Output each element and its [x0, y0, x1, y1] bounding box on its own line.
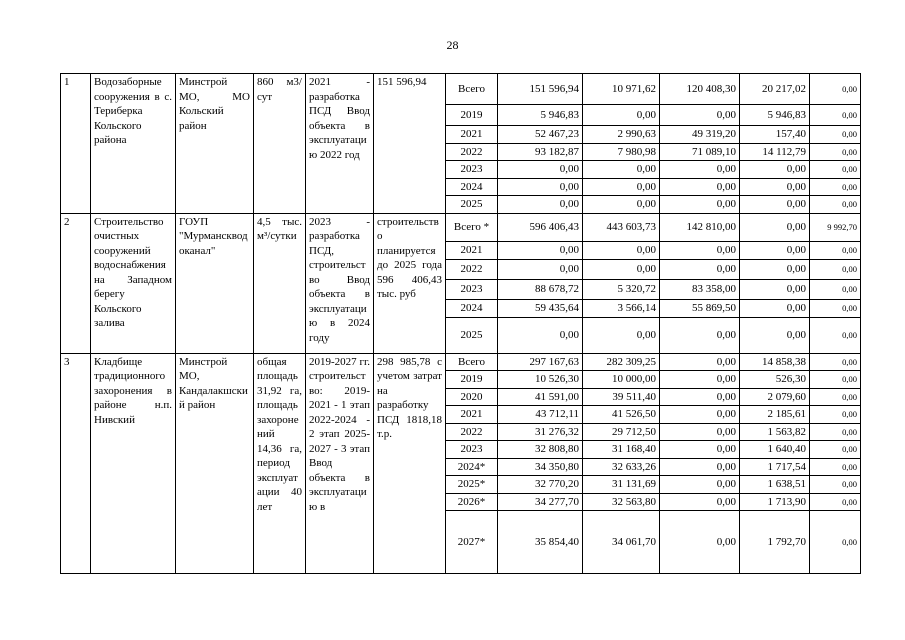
customer: ГОУП "Мурманскводоканал" [176, 213, 254, 353]
year-cell: 2022 [446, 143, 498, 161]
local-budget-cell: 5 946,83 [740, 105, 810, 126]
other-sources-cell: 0,00 [810, 317, 861, 353]
federal-budget-cell: 0,00 [583, 196, 660, 214]
regional-budget-cell: 0,00 [660, 178, 740, 196]
total-cell: 0,00 [498, 317, 583, 353]
other-sources-cell: 0,00 [810, 196, 861, 214]
federal-budget-cell: 5 320,72 [583, 279, 660, 299]
year-cell: 2026* [446, 493, 498, 511]
object-name: Кладбище традиционного захоронения в районе н.п. Нивский [91, 353, 176, 574]
other-sources-cell: 0,00 [810, 161, 861, 179]
other-sources-cell: 0,00 [810, 493, 861, 511]
table-row [61, 74, 861, 105]
row-number: 3 [61, 353, 91, 574]
local-budget-cell: 14 112,79 [740, 143, 810, 161]
federal-budget-cell: 282 309,25 [583, 353, 660, 371]
object-name: Водозаборные сооружения в с. Териберка Кольского района [91, 74, 176, 214]
federal-budget-cell: 2 990,63 [583, 126, 660, 144]
total-cell: 0,00 [498, 259, 583, 279]
federal-budget-cell: 3 566,14 [583, 299, 660, 317]
year-cell: 2024 [446, 178, 498, 196]
year-cell: 2024 [446, 299, 498, 317]
total-cell: 88 678,72 [498, 279, 583, 299]
row-number: 2 [61, 213, 91, 353]
local-budget-cell: 1 638,51 [740, 476, 810, 494]
regional-budget-cell: 0,00 [660, 458, 740, 476]
regional-budget-cell: 0,00 [660, 371, 740, 389]
regional-budget-cell: 49 319,20 [660, 126, 740, 144]
estimated-cost: 151 596,94 [374, 74, 446, 214]
regional-budget-cell: 0,00 [660, 388, 740, 406]
regional-budget-cell: 0,00 [660, 406, 740, 424]
year-cell: 2025* [446, 476, 498, 494]
row-number: 1 [61, 74, 91, 214]
other-sources-cell: 0,00 [810, 476, 861, 494]
capacity: 860 м3/сут [254, 74, 306, 214]
other-sources-cell: 0,00 [810, 423, 861, 441]
federal-budget-cell: 32 563,80 [583, 493, 660, 511]
regional-budget-cell: 0,00 [660, 241, 740, 259]
total-cell: 93 182,87 [498, 143, 583, 161]
other-sources-cell: 9 992,70 [810, 213, 861, 241]
regional-budget-cell: 0,00 [660, 423, 740, 441]
local-budget-cell: 0,00 [740, 161, 810, 179]
local-budget-cell: 0,00 [740, 259, 810, 279]
regional-budget-cell: 0,00 [660, 105, 740, 126]
total-cell: 35 854,40 [498, 511, 583, 574]
total-cell: 34 350,80 [498, 458, 583, 476]
total-cell: 43 712,11 [498, 406, 583, 424]
other-sources-cell: 0,00 [810, 126, 861, 144]
local-budget-cell: 526,30 [740, 371, 810, 389]
table-row [61, 353, 861, 371]
other-sources-cell: 0,00 [810, 74, 861, 105]
local-budget-cell: 1 640,40 [740, 441, 810, 459]
local-budget-cell: 2 079,60 [740, 388, 810, 406]
other-sources-cell: 0,00 [810, 279, 861, 299]
federal-budget-cell: 31 168,40 [583, 441, 660, 459]
federal-budget-cell: 31 131,69 [583, 476, 660, 494]
estimated-cost: строительство планируется до 2025 года 596 406,43 тыс. руб [374, 213, 446, 353]
year-cell: 2021 [446, 126, 498, 144]
year-cell: Всего * [446, 213, 498, 241]
regional-budget-cell: 0,00 [660, 196, 740, 214]
total-cell: 0,00 [498, 196, 583, 214]
year-cell: 2021 [446, 406, 498, 424]
total-cell: 41 591,00 [498, 388, 583, 406]
total-cell: 0,00 [498, 178, 583, 196]
federal-budget-cell: 10 971,62 [583, 74, 660, 105]
implementation-term: 2019-2027 гг. строительство: 2019-2021 - 1 этап 2022-2024 - 2 этап 2025-2027 - 3 этап Ввод объекта в эксплуатацию в [306, 353, 374, 574]
local-budget-cell: 0,00 [740, 241, 810, 259]
federal-budget-cell: 32 633,26 [583, 458, 660, 476]
total-cell: 59 435,64 [498, 299, 583, 317]
total-cell: 32 770,20 [498, 476, 583, 494]
object-name: Строительство очистных сооружений водоснабжения на Западном берегу Кольского залива [91, 213, 176, 353]
year-cell: 2025 [446, 317, 498, 353]
federal-budget-cell: 443 603,73 [583, 213, 660, 241]
regional-budget-cell: 71 089,10 [660, 143, 740, 161]
total-cell: 0,00 [498, 161, 583, 179]
year-cell: 2023 [446, 279, 498, 299]
local-budget-cell: 20 217,02 [740, 74, 810, 105]
investment-table [60, 73, 861, 574]
year-cell: 2022 [446, 259, 498, 279]
total-cell: 151 596,94 [498, 74, 583, 105]
regional-budget-cell: 0,00 [660, 493, 740, 511]
federal-budget-cell: 10 000,00 [583, 371, 660, 389]
regional-budget-cell: 0,00 [660, 161, 740, 179]
local-budget-cell: 1 563,82 [740, 423, 810, 441]
total-cell: 52 467,23 [498, 126, 583, 144]
federal-budget-cell: 0,00 [583, 161, 660, 179]
other-sources-cell: 0,00 [810, 353, 861, 371]
other-sources-cell: 0,00 [810, 371, 861, 389]
other-sources-cell: 0,00 [810, 105, 861, 126]
federal-budget-cell: 0,00 [583, 259, 660, 279]
estimated-cost: 298 985,78 с учетом затрат на разработку ПСД 1818,18 т.р. [374, 353, 446, 574]
customer: Минстрой МО, МО Кольский район [176, 74, 254, 214]
regional-budget-cell: 55 869,50 [660, 299, 740, 317]
total-cell: 0,00 [498, 241, 583, 259]
year-cell: Всего [446, 74, 498, 105]
regional-budget-cell: 83 358,00 [660, 279, 740, 299]
federal-budget-cell: 29 712,50 [583, 423, 660, 441]
local-budget-cell: 14 858,38 [740, 353, 810, 371]
total-cell: 5 946,83 [498, 105, 583, 126]
local-budget-cell: 0,00 [740, 196, 810, 214]
other-sources-cell: 0,00 [810, 299, 861, 317]
regional-budget-cell: 142 810,00 [660, 213, 740, 241]
other-sources-cell: 0,00 [810, 441, 861, 459]
year-cell: Всего [446, 353, 498, 371]
total-cell: 596 406,43 [498, 213, 583, 241]
regional-budget-cell: 0,00 [660, 317, 740, 353]
local-budget-cell: 1 792,70 [740, 511, 810, 574]
year-cell: 2019 [446, 371, 498, 389]
regional-budget-cell: 120 408,30 [660, 74, 740, 105]
customer: Минстрой МО, Кандалакшский район [176, 353, 254, 574]
federal-budget-cell: 34 061,70 [583, 511, 660, 574]
other-sources-cell: 0,00 [810, 511, 861, 574]
total-cell: 32 808,80 [498, 441, 583, 459]
implementation-term: 2023 - разработка ПСД, строительство Ввод объекта в эксплуатацию в 2024 году [306, 213, 374, 353]
total-cell: 10 526,30 [498, 371, 583, 389]
regional-budget-cell: 0,00 [660, 476, 740, 494]
total-cell: 31 276,32 [498, 423, 583, 441]
federal-budget-cell: 0,00 [583, 241, 660, 259]
federal-budget-cell: 39 511,40 [583, 388, 660, 406]
federal-budget-cell: 0,00 [583, 178, 660, 196]
regional-budget-cell: 0,00 [660, 353, 740, 371]
local-budget-cell: 1 717,54 [740, 458, 810, 476]
other-sources-cell: 0,00 [810, 458, 861, 476]
local-budget-cell: 2 185,61 [740, 406, 810, 424]
regional-budget-cell: 0,00 [660, 259, 740, 279]
year-cell: 2025 [446, 196, 498, 214]
federal-budget-cell: 41 526,50 [583, 406, 660, 424]
local-budget-cell: 157,40 [740, 126, 810, 144]
federal-budget-cell: 7 980,98 [583, 143, 660, 161]
year-cell: 2023 [446, 161, 498, 179]
year-cell: 2023 [446, 441, 498, 459]
implementation-term: 2021 - разработка ПСД Ввод объекта в эксплуатацию 2022 год [306, 74, 374, 214]
year-cell: 2019 [446, 105, 498, 126]
year-cell: 2027* [446, 511, 498, 574]
local-budget-cell: 0,00 [740, 299, 810, 317]
other-sources-cell: 0,00 [810, 178, 861, 196]
other-sources-cell: 0,00 [810, 259, 861, 279]
capacity: общая площадь 31,92 га, площадь захоронений 14,36 га, период эксплуатации 40 лет [254, 353, 306, 574]
other-sources-cell: 0,00 [810, 388, 861, 406]
federal-budget-cell: 0,00 [583, 105, 660, 126]
year-cell: 2020 [446, 388, 498, 406]
local-budget-cell: 0,00 [740, 178, 810, 196]
local-budget-cell: 1 713,90 [740, 493, 810, 511]
table-row [61, 213, 861, 241]
capacity: 4,5 тыс. м³/сутки [254, 213, 306, 353]
local-budget-cell: 0,00 [740, 279, 810, 299]
local-budget-cell: 0,00 [740, 317, 810, 353]
other-sources-cell: 0,00 [810, 143, 861, 161]
year-cell: 2022 [446, 423, 498, 441]
other-sources-cell: 0,00 [810, 406, 861, 424]
regional-budget-cell: 0,00 [660, 511, 740, 574]
year-cell: 2021 [446, 241, 498, 259]
year-cell: 2024* [446, 458, 498, 476]
total-cell: 297 167,63 [498, 353, 583, 371]
local-budget-cell: 0,00 [740, 213, 810, 241]
regional-budget-cell: 0,00 [660, 441, 740, 459]
federal-budget-cell: 0,00 [583, 317, 660, 353]
page-number: 28 [446, 38, 459, 52]
total-cell: 34 277,70 [498, 493, 583, 511]
other-sources-cell: 0,00 [810, 241, 861, 259]
